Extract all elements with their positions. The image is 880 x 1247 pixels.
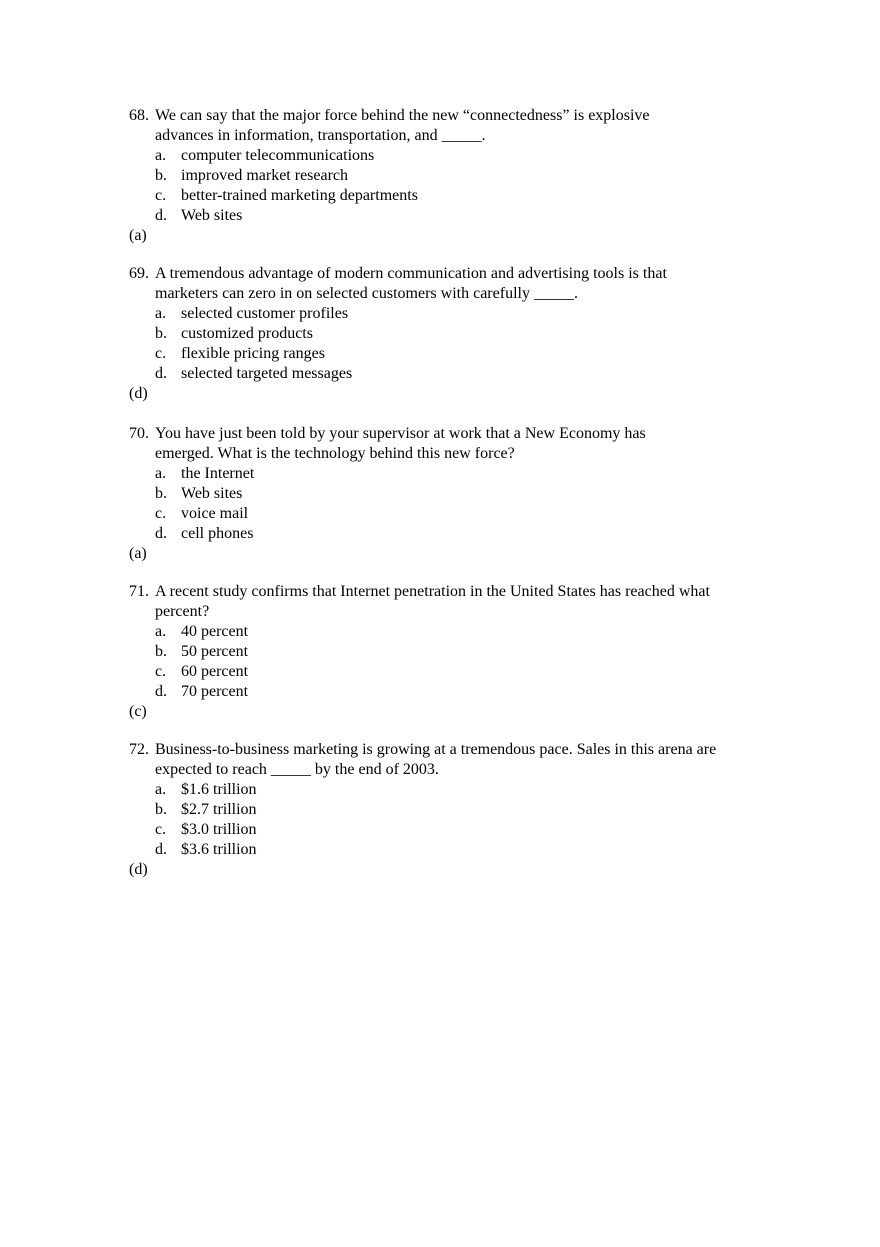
answer-key: (d) <box>129 861 148 878</box>
question-text: Business-to-business marketing is growing at a tremendous pace. Sales in this arena are expected to reach _____ by the end of 2003. <box>155 741 717 778</box>
option-a <box>129 780 769 800</box>
question-71 <box>129 582 769 722</box>
option-letter: a. <box>155 465 167 482</box>
option-letter: d. <box>155 207 167 224</box>
option-text: 60 percent <box>181 663 249 680</box>
option-text: $2.7 trillion <box>181 801 257 818</box>
answer-key: (a) <box>129 545 147 562</box>
option-text: flexible pricing ranges <box>181 345 325 362</box>
option-text: 40 percent <box>181 623 249 640</box>
question-text: A recent study confirms that Internet penetration in the United States has reached what percent? <box>155 583 710 620</box>
option-list <box>129 622 769 702</box>
option-list <box>129 780 769 860</box>
option-b <box>129 324 769 344</box>
option-a <box>129 304 769 324</box>
option-c <box>129 504 769 524</box>
option-text: 70 percent <box>181 683 249 700</box>
option-letter: a. <box>155 147 167 164</box>
question-text: You have just been told by your supervisor at work that a New Economy has emerged. What is the technology behind this new force? <box>155 425 646 462</box>
option-text: selected targeted messages <box>181 365 353 382</box>
option-letter: b. <box>155 167 167 184</box>
option-b <box>129 642 769 662</box>
answer-key: (c) <box>129 703 147 720</box>
question-stem <box>129 740 769 780</box>
option-letter: c. <box>155 821 167 838</box>
option-b <box>129 484 769 504</box>
option-text: 50 percent <box>181 643 249 660</box>
option-letter: c. <box>155 505 167 522</box>
option-c <box>129 344 769 364</box>
question-number: 72. <box>129 741 149 758</box>
option-d <box>129 524 769 544</box>
option-text: voice mail <box>181 505 249 522</box>
option-letter: d. <box>155 525 167 542</box>
option-b <box>129 166 769 186</box>
option-letter: d. <box>155 841 167 858</box>
option-text: Web sites <box>181 485 243 502</box>
option-d <box>129 364 769 384</box>
question-68 <box>129 106 769 246</box>
option-letter: b. <box>155 643 167 660</box>
option-d <box>129 206 769 226</box>
option-letter: a. <box>155 305 167 322</box>
option-letter: c. <box>155 663 167 680</box>
option-b <box>129 800 769 820</box>
question-number: 71. <box>129 583 149 600</box>
option-letter: d. <box>155 683 167 700</box>
question-stem <box>129 424 769 464</box>
option-letter: c. <box>155 345 167 362</box>
option-a <box>129 622 769 642</box>
option-letter: b. <box>155 325 167 342</box>
question-69 <box>129 264 769 404</box>
question-72 <box>129 740 769 880</box>
option-letter: a. <box>155 623 167 640</box>
option-text: $1.6 trillion <box>181 781 257 798</box>
question-stem <box>129 582 769 622</box>
answer-key: (d) <box>129 385 148 402</box>
option-text: Web sites <box>181 207 243 224</box>
question-70 <box>129 424 769 564</box>
option-text: cell phones <box>181 525 254 542</box>
option-list <box>129 304 769 384</box>
option-list <box>129 464 769 544</box>
option-text: better-trained marketing departments <box>181 187 418 204</box>
question-number: 70. <box>129 425 149 442</box>
question-text: We can say that the major force behind the new “connectedness” is explosive advances in information, transportation, and _____. <box>155 107 650 144</box>
option-letter: b. <box>155 801 167 818</box>
option-a <box>129 464 769 484</box>
option-text: customized products <box>181 325 313 342</box>
option-letter: d. <box>155 365 167 382</box>
question-stem <box>129 264 769 304</box>
answer-key: (a) <box>129 227 147 244</box>
question-number: 69. <box>129 265 149 282</box>
option-text: computer telecommunications <box>181 147 375 164</box>
question-stem <box>129 106 769 146</box>
option-list <box>129 146 769 226</box>
option-text: $3.0 trillion <box>181 821 257 838</box>
option-text: the Internet <box>181 465 255 482</box>
option-c <box>129 662 769 682</box>
question-text: A tremendous advantage of modern communication and advertising tools is that marketers can zero in on selected customers with carefully _____. <box>155 265 667 302</box>
question-number: 68. <box>129 107 149 124</box>
option-c <box>129 820 769 840</box>
option-d <box>129 840 769 860</box>
option-letter: c. <box>155 187 167 204</box>
option-a <box>129 146 769 166</box>
option-text: improved market research <box>181 167 349 184</box>
option-c <box>129 186 769 206</box>
option-d <box>129 682 769 702</box>
option-text: selected customer profiles <box>181 305 349 322</box>
option-letter: b. <box>155 485 167 502</box>
option-letter: a. <box>155 781 167 798</box>
option-text: $3.6 trillion <box>181 841 257 858</box>
